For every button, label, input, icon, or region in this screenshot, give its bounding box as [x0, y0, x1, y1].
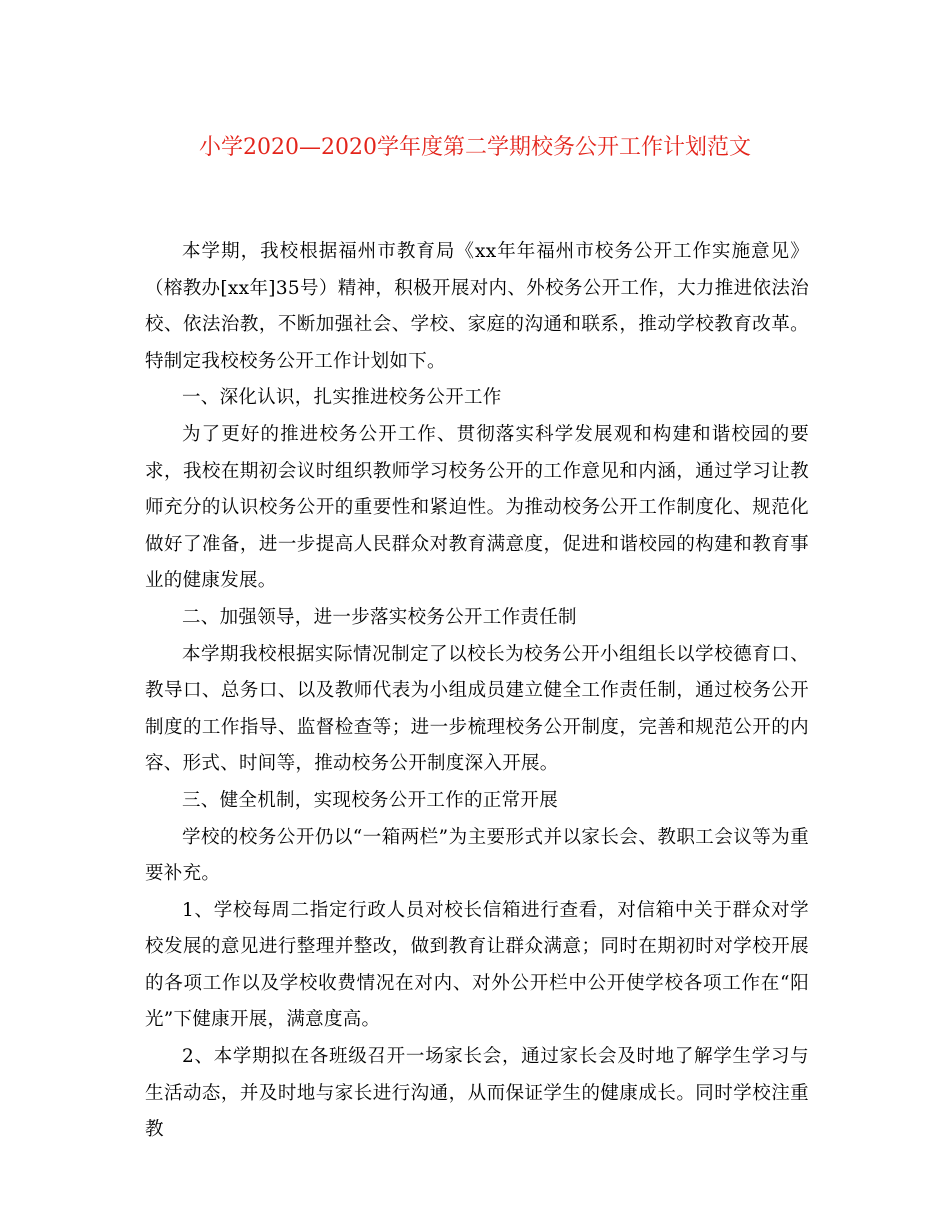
paragraph-section-1: 为了更好的推进校务公开工作、贯彻落实科学发展观和构建和谐校园的要求，我校在期初会议时组织教师学习校务公开的工作意见和内涵，通过学习让教师充分的认识校务公开的重要性和紧迫性。为推动校务公开工作制度化、规范化做好了准备，进一步提高人民群众对教育满意度，促进和谐校园的构建和教育事业的健康发展。: [145, 423, 809, 592]
paragraph-intro: 本学期，我校根据福州市教育局《xx年年福州市校务公开工作实施意见》（榕教办[xx年]35号）精神，积极开展对内、外校务公开工作，大力推进依法治校、依法治教，不断加强社会、学校、家庭的沟通和联系，推动学校教育改革。特制定我校校务公开工作计划如下。: [145, 241, 809, 372]
document-body: [145, 234, 809, 1149]
section-heading-3: 三、健全机制，实现校务公开工作的正常开展: [182, 789, 559, 811]
paragraph-section-2: 本学期我校根据实际情况制定了以校长为校务公开小组组长以学校德育口、教导口、总务口、以及教师代表为小组成员建立健全工作责任制，通过校务公开制度的工作指导、监督检查等；进一步梳理校务公开制度，完善和规范公开的内容、形式、时间等，推动校务公开制度深入开展。: [145, 643, 809, 775]
section-heading-2: 二、加强领导，进一步落实校务公开工作责任制: [182, 606, 577, 628]
section-heading-1: 一、深化认识，扎实推进校务公开工作: [182, 387, 502, 409]
paragraph-item-2: 2、本学期拟在各班级召开一场家长会，通过家长会及时地了解学生学习与生活动态，并及时地与家长进行沟通，从而保证学生的健康成长。同时学校注重教: [145, 1046, 809, 1141]
paragraph-item-1: 1、学校每周二指定行政人员对校长信箱进行查看，对信箱中关于群众对学校发展的意见进行整理并整改，做到教育让群众满意；同时在期初时对学校开展的各项工作以及学校收费情况在对内、对外公开栏中公开使学校各项工作在“阳光”下健康开展，满意度高。: [145, 899, 809, 1031]
paragraph-section-3: 学校的校务公开仍以“一箱两栏”为主要形式并以家长会、教职工会议等为重要补充。: [145, 826, 809, 885]
document-title: 小学2020—2020学年度第二学期校务公开工作计划范文: [199, 135, 751, 160]
